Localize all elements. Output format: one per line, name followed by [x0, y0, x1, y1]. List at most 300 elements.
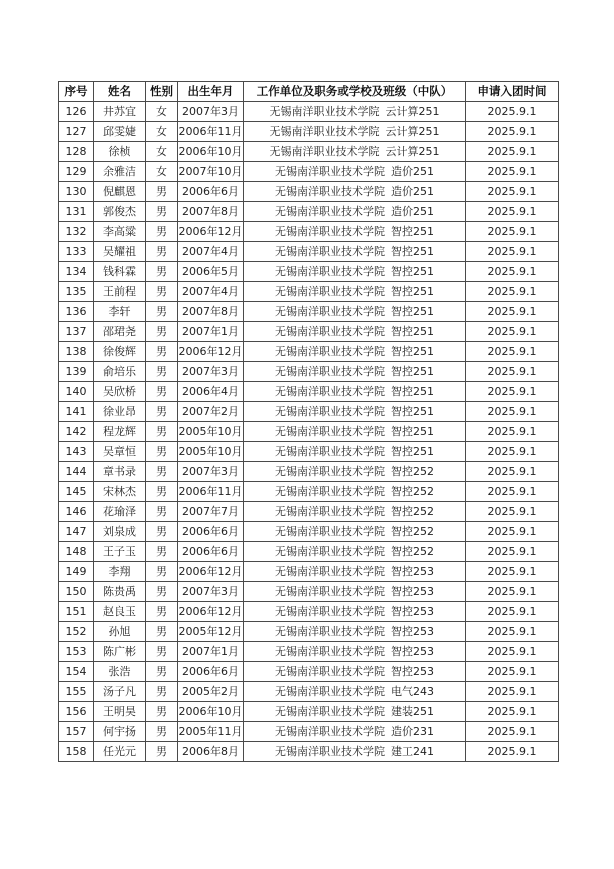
- cell-name: 程龙辉: [94, 422, 146, 442]
- cell-application-date: 2025.9.1: [466, 402, 559, 422]
- header-serial-no: 序号: [59, 82, 94, 102]
- cell-birth-date: 2007年4月: [178, 282, 244, 302]
- cell-sex: 男: [146, 222, 178, 242]
- cell-birth-date: 2006年4月: [178, 382, 244, 402]
- school-name: 无锡南洋职业技术学院: [275, 545, 385, 558]
- cell-unit-class: [244, 682, 466, 702]
- school-name: 无锡南洋职业技术学院: [275, 625, 385, 638]
- table-row: [59, 482, 559, 502]
- cell-name: 李翔: [94, 562, 146, 582]
- cell-name: 汤子凡: [94, 682, 146, 702]
- table-row: [59, 342, 559, 362]
- cell-sex: 男: [146, 302, 178, 322]
- cell-serial-no: 135: [59, 282, 94, 302]
- class-name: 智控251: [391, 325, 434, 338]
- cell-unit-class: [244, 182, 466, 202]
- cell-sex: 男: [146, 462, 178, 482]
- table-row: [59, 262, 559, 282]
- cell-application-date: 2025.9.1: [466, 182, 559, 202]
- header-application-date: 申请入团时间: [466, 82, 559, 102]
- cell-name: 邵珺尧: [94, 322, 146, 342]
- cell-application-date: 2025.9.1: [466, 122, 559, 142]
- cell-application-date: 2025.9.1: [466, 302, 559, 322]
- school-name: 无锡南洋职业技术学院: [275, 265, 385, 278]
- class-name: 智控253: [391, 565, 434, 578]
- cell-sex: 男: [146, 622, 178, 642]
- cell-serial-no: 133: [59, 242, 94, 262]
- table-row: [59, 642, 559, 662]
- table-row: [59, 722, 559, 742]
- cell-application-date: 2025.9.1: [466, 142, 559, 162]
- cell-name: 李高粱: [94, 222, 146, 242]
- cell-birth-date: 2007年3月: [178, 462, 244, 482]
- cell-application-date: 2025.9.1: [466, 522, 559, 542]
- school-name: 无锡南洋职业技术学院: [275, 725, 385, 738]
- class-name: 智控251: [391, 345, 434, 358]
- cell-unit-class: [244, 622, 466, 642]
- cell-sex: 男: [146, 562, 178, 582]
- cell-sex: 男: [146, 682, 178, 702]
- cell-unit-class: [244, 102, 466, 122]
- cell-sex: 女: [146, 142, 178, 162]
- cell-serial-no: 145: [59, 482, 94, 502]
- school-name: 无锡南洋职业技术学院: [275, 325, 385, 338]
- school-name: 无锡南洋职业技术学院: [269, 125, 380, 138]
- table-row: [59, 362, 559, 382]
- header-sex: 性别: [146, 82, 178, 102]
- cell-application-date: 2025.9.1: [466, 202, 559, 222]
- cell-unit-class: [244, 582, 466, 602]
- school-name: 无锡南洋职业技术学院: [275, 205, 385, 218]
- table-row: [59, 142, 559, 162]
- cell-application-date: 2025.9.1: [466, 262, 559, 282]
- cell-birth-date: 2006年12月: [178, 342, 244, 362]
- cell-serial-no: 142: [59, 422, 94, 442]
- school-name: 无锡南洋职业技术学院: [269, 105, 380, 118]
- cell-sex: 男: [146, 582, 178, 602]
- cell-name: 吴欣桥: [94, 382, 146, 402]
- cell-unit-class: [244, 222, 466, 242]
- cell-unit-class: [244, 602, 466, 622]
- cell-serial-no: 141: [59, 402, 94, 422]
- cell-birth-date: 2007年1月: [178, 642, 244, 662]
- table-row: [59, 222, 559, 242]
- school-name: 无锡南洋职业技术学院: [275, 445, 385, 458]
- cell-unit-class: [244, 422, 466, 442]
- school-name: 无锡南洋职业技术学院: [275, 385, 385, 398]
- class-name: 造价251: [391, 185, 434, 198]
- class-name: 建工241: [391, 745, 434, 758]
- cell-serial-no: 155: [59, 682, 94, 702]
- table-row: [59, 302, 559, 322]
- cell-serial-no: 139: [59, 362, 94, 382]
- cell-birth-date: 2007年3月: [178, 582, 244, 602]
- cell-name: 王子玉: [94, 542, 146, 562]
- school-name: 无锡南洋职业技术学院: [275, 285, 385, 298]
- cell-serial-no: 140: [59, 382, 94, 402]
- school-name: 无锡南洋职业技术学院: [275, 505, 385, 518]
- class-name: 智控251: [391, 385, 434, 398]
- cell-serial-no: 127: [59, 122, 94, 142]
- cell-serial-no: 144: [59, 462, 94, 482]
- cell-name: 章书录: [94, 462, 146, 482]
- cell-birth-date: 2007年3月: [178, 362, 244, 382]
- cell-application-date: 2025.9.1: [466, 722, 559, 742]
- cell-application-date: 2025.9.1: [466, 422, 559, 442]
- cell-name: 郭俊杰: [94, 202, 146, 222]
- class-name: 智控251: [391, 425, 434, 438]
- cell-sex: 男: [146, 502, 178, 522]
- cell-birth-date: 2006年12月: [178, 562, 244, 582]
- cell-serial-no: 149: [59, 562, 94, 582]
- cell-application-date: 2025.9.1: [466, 462, 559, 482]
- cell-unit-class: [244, 702, 466, 722]
- table-row: [59, 242, 559, 262]
- class-name: 智控253: [391, 645, 434, 658]
- cell-name: 吴章恒: [94, 442, 146, 462]
- cell-name: 井苏宜: [94, 102, 146, 122]
- cell-birth-date: 2006年10月: [178, 702, 244, 722]
- class-name: 建装251: [391, 705, 434, 718]
- cell-sex: 女: [146, 102, 178, 122]
- cell-name: 吴耀祖: [94, 242, 146, 262]
- cell-name: 任光元: [94, 742, 146, 762]
- header-name: 姓名: [94, 82, 146, 102]
- cell-sex: 男: [146, 342, 178, 362]
- header-birth-date: 出生年月: [178, 82, 244, 102]
- cell-birth-date: 2007年4月: [178, 242, 244, 262]
- cell-serial-no: 143: [59, 442, 94, 462]
- cell-birth-date: 2006年6月: [178, 522, 244, 542]
- cell-sex: 男: [146, 242, 178, 262]
- league-application-roster: [58, 81, 559, 762]
- cell-birth-date: 2005年12月: [178, 622, 244, 642]
- table-row: [59, 322, 559, 342]
- cell-name: 徐业昂: [94, 402, 146, 422]
- cell-sex: 男: [146, 382, 178, 402]
- table-row: [59, 382, 559, 402]
- cell-birth-date: 2006年6月: [178, 182, 244, 202]
- table-row: [59, 742, 559, 762]
- cell-birth-date: 2005年10月: [178, 442, 244, 462]
- table-row: [59, 162, 559, 182]
- cell-serial-no: 138: [59, 342, 94, 362]
- cell-application-date: 2025.9.1: [466, 682, 559, 702]
- cell-name: 倪麒恩: [94, 182, 146, 202]
- cell-sex: 男: [146, 422, 178, 442]
- cell-serial-no: 150: [59, 582, 94, 602]
- table-row: [59, 422, 559, 442]
- cell-unit-class: [244, 502, 466, 522]
- cell-name: 陈广彬: [94, 642, 146, 662]
- cell-sex: 男: [146, 202, 178, 222]
- cell-serial-no: 158: [59, 742, 94, 762]
- cell-serial-no: 134: [59, 262, 94, 282]
- cell-birth-date: 2005年10月: [178, 422, 244, 442]
- cell-name: 何宇扬: [94, 722, 146, 742]
- cell-name: 徐桢: [94, 142, 146, 162]
- cell-application-date: 2025.9.1: [466, 542, 559, 562]
- cell-unit-class: [244, 142, 466, 162]
- class-name: 智控251: [391, 445, 434, 458]
- table-row: [59, 702, 559, 722]
- cell-application-date: 2025.9.1: [466, 342, 559, 362]
- school-name: 无锡南洋职业技术学院: [275, 225, 385, 238]
- applicant-table: [58, 81, 559, 762]
- class-name: 智控251: [391, 245, 434, 258]
- class-name: 云计算251: [385, 125, 440, 138]
- class-name: 智控253: [391, 665, 434, 678]
- cell-serial-no: 137: [59, 322, 94, 342]
- cell-unit-class: [244, 262, 466, 282]
- cell-name: 刘泉成: [94, 522, 146, 542]
- cell-application-date: 2025.9.1: [466, 282, 559, 302]
- cell-unit-class: [244, 362, 466, 382]
- cell-name: 钱科霖: [94, 262, 146, 282]
- table-header-row: [59, 82, 559, 102]
- class-name: 电气243: [391, 685, 434, 698]
- cell-application-date: 2025.9.1: [466, 502, 559, 522]
- cell-application-date: 2025.9.1: [466, 102, 559, 122]
- cell-birth-date: 2006年11月: [178, 122, 244, 142]
- cell-unit-class: [244, 322, 466, 342]
- cell-sex: 男: [146, 742, 178, 762]
- class-name: 智控251: [391, 365, 434, 378]
- cell-serial-no: 131: [59, 202, 94, 222]
- class-name: 智控252: [391, 525, 434, 538]
- cell-birth-date: 2006年6月: [178, 542, 244, 562]
- cell-application-date: 2025.9.1: [466, 562, 559, 582]
- cell-sex: 女: [146, 162, 178, 182]
- cell-birth-date: 2007年8月: [178, 202, 244, 222]
- class-name: 智控251: [391, 225, 434, 238]
- school-name: 无锡南洋职业技术学院: [275, 605, 385, 618]
- cell-sex: 男: [146, 182, 178, 202]
- class-name: 智控252: [391, 505, 434, 518]
- school-name: 无锡南洋职业技术学院: [269, 145, 380, 158]
- school-name: 无锡南洋职业技术学院: [275, 525, 385, 538]
- cell-sex: 男: [146, 542, 178, 562]
- table-row: [59, 102, 559, 122]
- cell-unit-class: [244, 742, 466, 762]
- cell-serial-no: 156: [59, 702, 94, 722]
- school-name: 无锡南洋职业技术学院: [275, 645, 385, 658]
- cell-name: 赵良玉: [94, 602, 146, 622]
- cell-birth-date: 2005年11月: [178, 722, 244, 742]
- cell-birth-date: 2006年6月: [178, 662, 244, 682]
- cell-sex: 男: [146, 522, 178, 542]
- cell-birth-date: 2007年3月: [178, 102, 244, 122]
- table-row: [59, 282, 559, 302]
- cell-application-date: 2025.9.1: [466, 362, 559, 382]
- cell-unit-class: [244, 542, 466, 562]
- class-name: 智控251: [391, 405, 434, 418]
- cell-name: 王明昊: [94, 702, 146, 722]
- school-name: 无锡南洋职业技术学院: [275, 405, 385, 418]
- cell-serial-no: 126: [59, 102, 94, 122]
- cell-serial-no: 154: [59, 662, 94, 682]
- cell-application-date: 2025.9.1: [466, 242, 559, 262]
- cell-serial-no: 128: [59, 142, 94, 162]
- cell-serial-no: 148: [59, 542, 94, 562]
- cell-unit-class: [244, 562, 466, 582]
- table-row: [59, 622, 559, 642]
- class-name: 造价251: [391, 165, 434, 178]
- cell-name: 陈贵禹: [94, 582, 146, 602]
- cell-birth-date: 2006年12月: [178, 602, 244, 622]
- cell-unit-class: [244, 662, 466, 682]
- class-name: 智控251: [391, 305, 434, 318]
- cell-sex: 男: [146, 262, 178, 282]
- cell-name: 张浩: [94, 662, 146, 682]
- cell-birth-date: 2005年2月: [178, 682, 244, 702]
- class-name: 智控251: [391, 285, 434, 298]
- cell-birth-date: 2007年10月: [178, 162, 244, 182]
- school-name: 无锡南洋职业技术学院: [275, 485, 385, 498]
- cell-birth-date: 2007年2月: [178, 402, 244, 422]
- cell-birth-date: 2006年8月: [178, 742, 244, 762]
- cell-sex: 女: [146, 122, 178, 142]
- cell-name: 余雅洁: [94, 162, 146, 182]
- cell-unit-class: [244, 202, 466, 222]
- table-row: [59, 182, 559, 202]
- table-row: [59, 502, 559, 522]
- cell-application-date: 2025.9.1: [466, 702, 559, 722]
- cell-sex: 男: [146, 642, 178, 662]
- cell-unit-class: [244, 522, 466, 542]
- class-name: 造价251: [391, 205, 434, 218]
- cell-unit-class: [244, 242, 466, 262]
- school-name: 无锡南洋职业技术学院: [275, 685, 385, 698]
- class-name: 造价231: [391, 725, 434, 738]
- cell-application-date: 2025.9.1: [466, 662, 559, 682]
- cell-unit-class: [244, 162, 466, 182]
- cell-sex: 男: [146, 282, 178, 302]
- school-name: 无锡南洋职业技术学院: [275, 745, 385, 758]
- cell-birth-date: 2007年8月: [178, 302, 244, 322]
- cell-name: 宋林杰: [94, 482, 146, 502]
- table-row: [59, 682, 559, 702]
- school-name: 无锡南洋职业技术学院: [275, 345, 385, 358]
- class-name: 智控251: [391, 265, 434, 278]
- cell-unit-class: [244, 642, 466, 662]
- cell-application-date: 2025.9.1: [466, 642, 559, 662]
- cell-serial-no: 147: [59, 522, 94, 542]
- class-name: 云计算251: [385, 145, 440, 158]
- school-name: 无锡南洋职业技术学院: [275, 245, 385, 258]
- table-row: [59, 462, 559, 482]
- cell-application-date: 2025.9.1: [466, 222, 559, 242]
- school-name: 无锡南洋职业技术学院: [275, 585, 385, 598]
- cell-name: 李轩: [94, 302, 146, 322]
- cell-sex: 男: [146, 482, 178, 502]
- cell-sex: 男: [146, 662, 178, 682]
- cell-sex: 男: [146, 722, 178, 742]
- cell-birth-date: 2006年12月: [178, 222, 244, 242]
- cell-unit-class: [244, 722, 466, 742]
- cell-sex: 男: [146, 442, 178, 462]
- school-name: 无锡南洋职业技术学院: [275, 465, 385, 478]
- cell-serial-no: 136: [59, 302, 94, 322]
- cell-name: 邱雯婕: [94, 122, 146, 142]
- cell-unit-class: [244, 122, 466, 142]
- cell-application-date: 2025.9.1: [466, 622, 559, 642]
- cell-sex: 男: [146, 402, 178, 422]
- cell-sex: 男: [146, 322, 178, 342]
- cell-serial-no: 152: [59, 622, 94, 642]
- school-name: 无锡南洋职业技术学院: [275, 165, 385, 178]
- cell-sex: 男: [146, 362, 178, 382]
- cell-name: 王前程: [94, 282, 146, 302]
- table-row: [59, 542, 559, 562]
- cell-serial-no: 129: [59, 162, 94, 182]
- cell-unit-class: [244, 342, 466, 362]
- cell-serial-no: 130: [59, 182, 94, 202]
- cell-application-date: 2025.9.1: [466, 322, 559, 342]
- cell-serial-no: 132: [59, 222, 94, 242]
- table-row: [59, 602, 559, 622]
- table-row: [59, 582, 559, 602]
- cell-serial-no: 151: [59, 602, 94, 622]
- cell-name: 花瑜泽: [94, 502, 146, 522]
- school-name: 无锡南洋职业技术学院: [275, 565, 385, 578]
- cell-sex: 男: [146, 702, 178, 722]
- cell-unit-class: [244, 462, 466, 482]
- cell-unit-class: [244, 402, 466, 422]
- cell-birth-date: 2007年7月: [178, 502, 244, 522]
- school-name: 无锡南洋职业技术学院: [275, 425, 385, 438]
- table-row: [59, 522, 559, 542]
- cell-unit-class: [244, 382, 466, 402]
- class-name: 云计算251: [385, 105, 440, 118]
- cell-serial-no: 153: [59, 642, 94, 662]
- class-name: 智控252: [391, 465, 434, 478]
- cell-unit-class: [244, 302, 466, 322]
- cell-application-date: 2025.9.1: [466, 442, 559, 462]
- cell-application-date: 2025.9.1: [466, 742, 559, 762]
- cell-serial-no: 146: [59, 502, 94, 522]
- cell-application-date: 2025.9.1: [466, 482, 559, 502]
- school-name: 无锡南洋职业技术学院: [275, 185, 385, 198]
- cell-birth-date: 2006年10月: [178, 142, 244, 162]
- cell-application-date: 2025.9.1: [466, 582, 559, 602]
- class-name: 智控252: [391, 485, 434, 498]
- table-row: [59, 402, 559, 422]
- table-row: [59, 122, 559, 142]
- class-name: 智控252: [391, 545, 434, 558]
- cell-application-date: 2025.9.1: [466, 382, 559, 402]
- class-name: 智控253: [391, 625, 434, 638]
- school-name: 无锡南洋职业技术学院: [275, 365, 385, 378]
- cell-application-date: 2025.9.1: [466, 162, 559, 182]
- table-row: [59, 202, 559, 222]
- cell-name: 徐俊辉: [94, 342, 146, 362]
- cell-unit-class: [244, 482, 466, 502]
- class-name: 智控253: [391, 605, 434, 618]
- cell-name: 俞培乐: [94, 362, 146, 382]
- school-name: 无锡南洋职业技术学院: [275, 305, 385, 318]
- cell-birth-date: 2006年11月: [178, 482, 244, 502]
- cell-birth-date: 2006年5月: [178, 262, 244, 282]
- cell-unit-class: [244, 282, 466, 302]
- header-unit-class: 工作单位及职务或学校及班级（中队）: [244, 82, 466, 102]
- table-row: [59, 662, 559, 682]
- cell-serial-no: 157: [59, 722, 94, 742]
- school-name: 无锡南洋职业技术学院: [275, 705, 385, 718]
- cell-unit-class: [244, 442, 466, 462]
- cell-name: 孙旭: [94, 622, 146, 642]
- school-name: 无锡南洋职业技术学院: [275, 665, 385, 678]
